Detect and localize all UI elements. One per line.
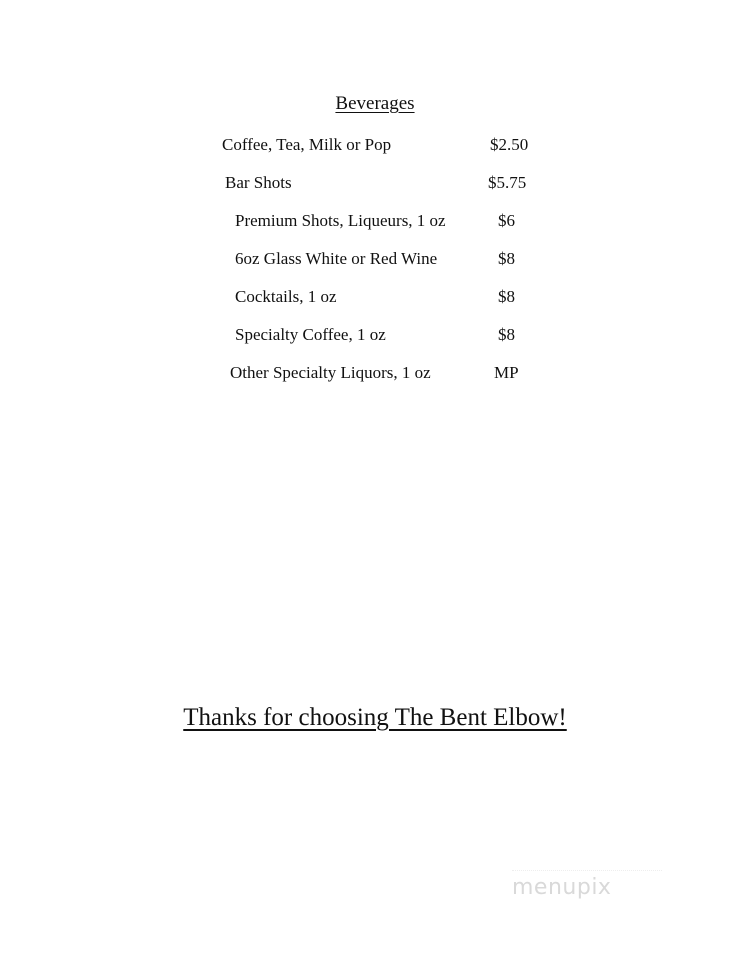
section-title: Beverages — [335, 93, 415, 114]
menu-item-price: $8 — [498, 249, 515, 268]
watermark-logo: menupix — [512, 870, 662, 900]
menu-item-price: MP — [494, 363, 519, 382]
menu-item — [235, 211, 535, 235]
menu-item — [230, 363, 530, 387]
menu-item-price: $8 — [498, 325, 515, 344]
menu-item-name: Specialty Coffee, 1 oz — [235, 325, 386, 344]
menu-item-name: Bar Shots — [225, 173, 292, 192]
menu-item-price: $6 — [498, 211, 515, 230]
menu-item-name: Cocktails, 1 oz — [235, 287, 337, 306]
footer-message: Thanks for choosing The Bent Elbow! — [183, 704, 567, 731]
menu-item-name: Coffee, Tea, Milk or Pop — [222, 135, 392, 154]
menu-item — [225, 173, 545, 197]
menu-item-price: $2.50 — [490, 135, 529, 154]
menu-item — [235, 287, 535, 311]
menu-item-name: 6oz Glass White or Red Wine — [235, 249, 438, 268]
menu-item — [235, 249, 535, 273]
menu-item-price: $8 — [498, 287, 515, 306]
menu-item-name: Other Specialty Liquors, 1 oz — [230, 363, 431, 382]
menu-item-name: Premium Shots, Liqueurs, 1 oz — [235, 211, 446, 230]
menu-item — [222, 135, 542, 159]
menu-item-price: $5.75 — [488, 173, 527, 192]
menu-item — [235, 325, 535, 349]
